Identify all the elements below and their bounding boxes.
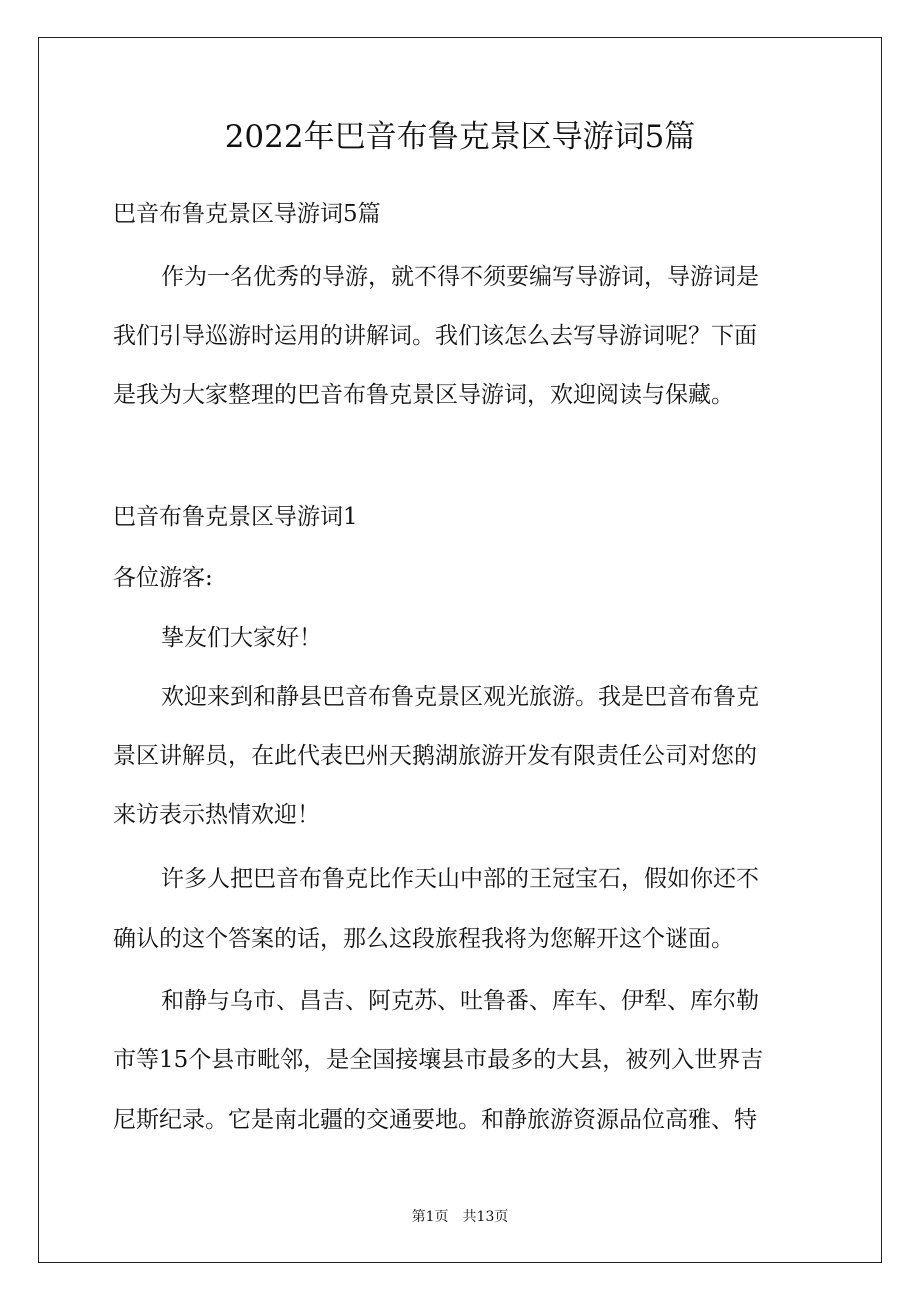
body-line: 景区讲解员，在此代表巴州天鹅湖旅游开发有限责任公司对您的 (113, 743, 757, 769)
body-line: 市等15个县市毗邻，是全国接壤县市最多的大县，被列入世界吉 (113, 1047, 764, 1073)
document-subtitle: 巴音布鲁克景区导游词5篇 (113, 201, 381, 227)
greeting: 各位游客: (113, 565, 213, 591)
body-line: 来访表示热情欢迎！ (113, 802, 320, 828)
document-title: 2022年巴音布鲁克景区导游词5篇 (224, 119, 696, 155)
body-line: 挚友们大家好！ (161, 625, 322, 651)
body-line: 欢迎来到和静县巴音布鲁克景区观光旅游。我是巴音布鲁克 (161, 684, 759, 710)
body-line: 许多人把巴音布鲁克比作天山中部的王冠宝石，假如你还不 (161, 866, 759, 892)
body-line: 和静与乌市、昌吉、阿克苏、吐鲁番、库车、伊犁、库尔勒 (161, 988, 759, 1014)
intro-line-2: 我们引导巡游时运用的讲解词。我们该怎么去写导游词呢？下面 (113, 323, 757, 349)
page-footer: 第1页 共13页 (411, 1209, 509, 1225)
intro-line-1: 作为一名优秀的导游，就不得不须要编写导游词，导游词是 (161, 264, 759, 290)
section-heading: 巴音布鲁克景区导游词1 (113, 504, 358, 530)
body-line: 确认的这个答案的话，那么这段旅程我将为您解开这个谜面。 (113, 926, 734, 952)
intro-line-3: 是我为大家整理的巴音布鲁克景区导游词，欢迎阅读与保藏。 (113, 382, 734, 408)
body-line: 尼斯纪录。它是南北疆的交通要地。和静旅游资源品位高雅、特 (113, 1107, 757, 1133)
